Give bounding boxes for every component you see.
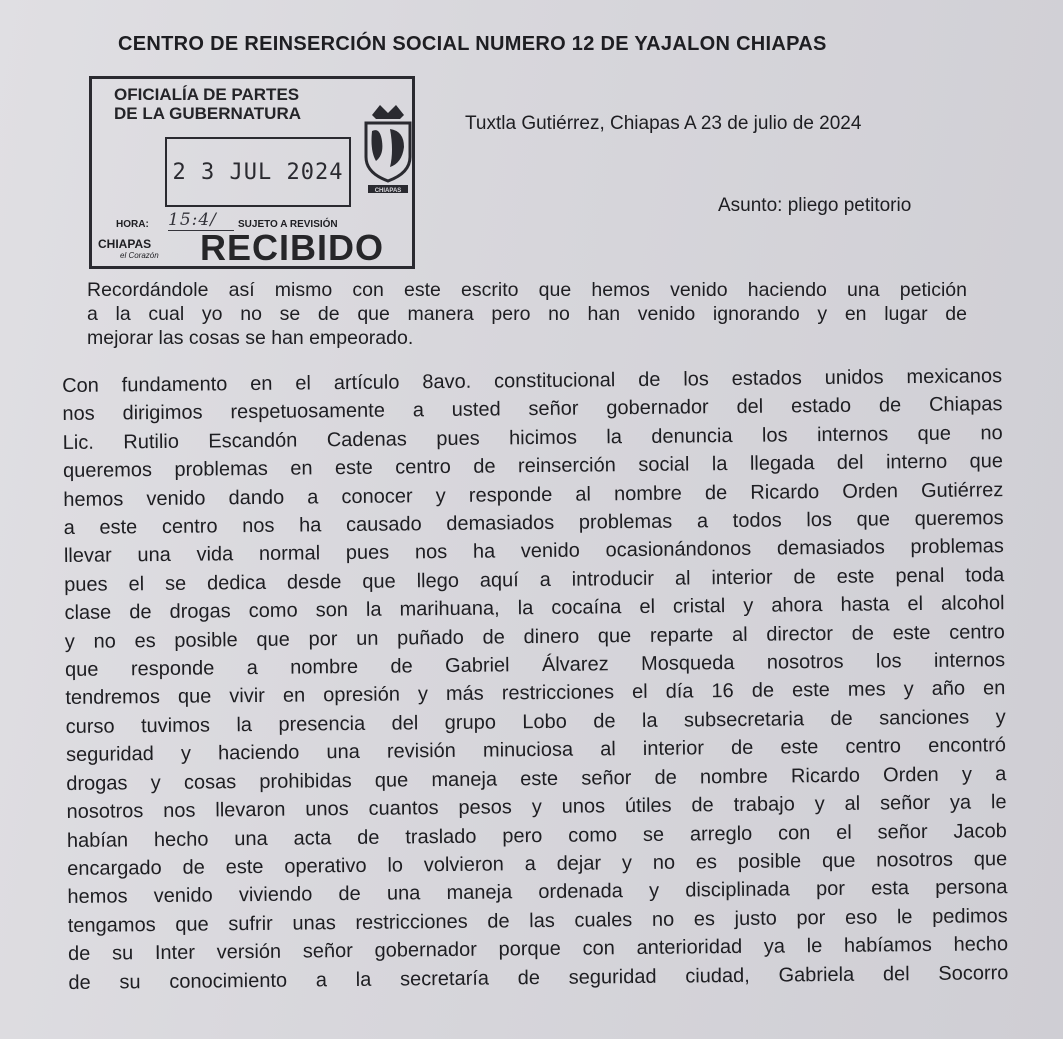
paragraph-line: curso tuvimos la presencia del grupo Lobo de la subsecretaria de sanciones y	[65, 706, 1006, 738]
stamp-chiapas: CHIAPAS	[98, 237, 152, 251]
stamp-hora-value: 15:4/	[168, 210, 234, 231]
paragraph-line: tendremos que vivir en opresión y más restricciones el día 16 de este mes y año en	[65, 677, 1006, 710]
paragraph-line: hemos venido dando a conocer y responde al nombre de Ricardo Orden Gutiérrez	[63, 478, 1004, 511]
paragraph-line: mejorar las cosas se han empeorado.	[87, 327, 414, 349]
paragraph-line: nosotros nos llevaron unos cuantos pesos y unos útiles de trabajo y al señor ya le	[66, 791, 1007, 824]
paragraph-line: a este centro nos ha causado demasiados problemas a todos los que queremos	[63, 507, 1004, 540]
paragraph-line: llevar una vida normal pues nos ha venido ocasionándonos demasiados problemas	[63, 535, 1004, 568]
paragraph-line: de su conocimiento a la secretaría de seguridad ciudad, Gabriela del Socorro	[68, 961, 1009, 994]
received-stamp	[89, 76, 415, 269]
stamp-sujeto-label: SUJETO A REVISIÓN	[238, 219, 338, 230]
paragraph-line: nos dirigimos respetuosamente a usted señor gobernador del estado de Chiapas	[62, 393, 1003, 426]
paragraph-line: seguridad y haciendo una revisión minuciosa al interior de este centro encontró	[65, 734, 1007, 767]
paragraph-line: Recordándole así mismo con este escrito que hemos venido haciendo una petición	[87, 279, 967, 301]
paragraph-line: Lic. Rutilio Escandón Cadenas pues hicimos la denuncia los internos que no	[62, 421, 1003, 454]
coat-of-arms-icon	[360, 101, 416, 196]
paragraph-line: Con fundamento en el artículo 8avo. constitucional de los estados unidos mexicanos	[62, 365, 1003, 397]
paragraph-line: a la cual yo no se de que manera pero no han venido ignorando y en lugar de	[87, 303, 967, 325]
paragraph-line: queremos problemas en este centro de reinserción social la llegada del interno que	[62, 450, 1004, 483]
paragraph-line: habían hecho una acta de traslado pero como se arreglo con el señor Jacob	[66, 819, 1007, 852]
stamp-title-line1: OFICIALÍA DE PARTES	[114, 85, 300, 104]
subject-line: Asunto: pliego petitorio	[718, 195, 912, 216]
paragraph-line: hemos venido viviendo de una maneja ordenada y disciplinada por esta persona	[67, 876, 1008, 909]
stamp-title-line2: DE LA GUBERNATURA	[114, 104, 301, 123]
stamp-chiapas-slogan: el Corazón	[120, 251, 159, 260]
paragraph-line: tengamos que sufrir unas restricciones de las cuales no es justo por eso le pedimos	[67, 904, 1008, 937]
paragraph-line: de su Inter versión señor gobernador porque con anterioridad ya le habíamos hecho	[67, 933, 1009, 966]
paragraph-line: encargado de este operativo lo volvieron a dejar y no es posible que nosotros que	[67, 848, 1008, 880]
paragraph-line: pues el se dedica desde que llego aquí a introducir al interior de este penal toda	[64, 563, 1005, 596]
paragraph-line: y no es posible que por un puñado de dinero que reparte al director de este centro	[64, 620, 1005, 653]
paragraph-line: que responde a nombre de Gabriel Álvarez Mosqueda nosotros los internos	[65, 649, 1006, 682]
document-heading: CENTRO DE REINSERCIÓN SOCIAL NUMERO 12 DE YAJALON CHIAPAS	[118, 33, 827, 55]
paragraph-line: clase de drogas como son la marihuana, la cocaína el cristal y ahora hasta el alcohol	[64, 592, 1005, 625]
stamp-hora-label: HORA:	[116, 219, 149, 230]
stamp-recibido: RECIBIDO	[200, 227, 385, 268]
paragraph-1	[87, 278, 967, 350]
paragraph-line: drogas y cosas prohibidas que maneja este señor de nombre Ricardo Orden y a	[66, 762, 1007, 795]
crest-label: CHIAPAS	[374, 188, 402, 194]
place-date: Tuxtla Gutiérrez, Chiapas A 23 de julio de 2024	[465, 113, 862, 134]
paragraph-2	[62, 362, 1008, 997]
stamp-date: 2 3 JUL 2024	[165, 137, 351, 207]
